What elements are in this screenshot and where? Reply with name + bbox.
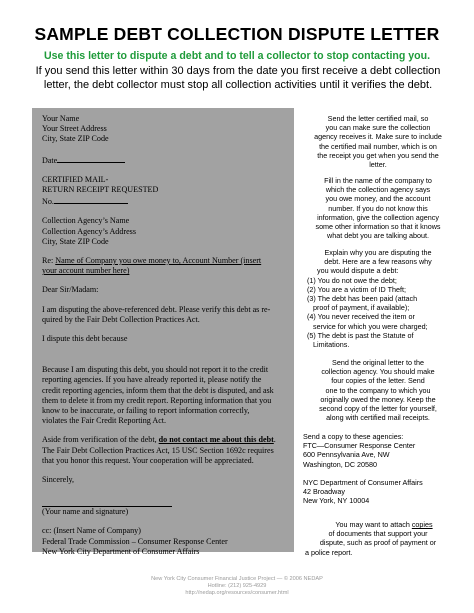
mail-receipt: RETURN RECEIPT REQUESTED (42, 185, 159, 195)
intro-line: If you send this letter within 30 days from the date you first receive a debt collection (35, 65, 441, 77)
number-line (42, 195, 286, 207)
nyc-dca-city: New York, NY 10004 (303, 496, 370, 506)
sender-street: Your Street Address (42, 124, 107, 134)
paragraph-reason: I dispute this debt because (42, 334, 128, 344)
footer-hotline: Hotline: (212) 925-4929 (207, 583, 267, 589)
intro-line: letter, the debt collector must stop all collection activities until it verifies the debt. (43, 79, 433, 91)
agency-street: Collection Agency’s Address (42, 226, 136, 236)
paragraph-verify: I am disputing the above-referenced debt. Please verify this debt as re- quired by the Fair Debt Collection Practices Act. (42, 304, 271, 324)
date-blank (57, 154, 125, 163)
agency-city: City, State ZIP Code (42, 236, 109, 246)
nyc-dca-name: NYC Department of Consumer Affairs (303, 477, 423, 487)
agency-address (42, 216, 286, 247)
closing: Sincerely, (42, 475, 75, 485)
mail-type: CERTIFIED MAIL- (42, 174, 109, 184)
intro-text (28, 64, 448, 92)
salutation: Dear Sir/Madam: (42, 285, 99, 295)
reference-line (42, 256, 286, 276)
signature-line (42, 497, 172, 507)
number-blank (54, 195, 128, 204)
no-contact-emphasis: do not contact me about this debt (158, 435, 274, 445)
copies-link[interactable]: copies (411, 520, 433, 529)
footer-org: New York City Consumer Financial Justice Project — © 2006 NEDAP (151, 576, 323, 582)
sender-name: Your Name (42, 114, 80, 123)
paragraph-credit-report: Because I am disputing this debt, you should not report it to the credit reporting agencies. If you have already reported it, please notify the credit reporting agencies, inform them that the debt is disputed, and ask them to delete it from my credit report. Reporting information that you know to be inaccurate, or failing to report information correctly, violates the Fair Credit Reporting Act. (42, 365, 274, 426)
sender-city: City, State ZIP Code (42, 134, 109, 144)
note-agencies (303, 432, 453, 505)
sample-letter (32, 108, 294, 556)
ftc-name: FTC—Consumer Response Center (303, 441, 416, 451)
note-dispute-reasons: Explain why you are disputing the debt. Here are a few reasons why you would dispute a debt: (1) You do not owe the debt; (2) You are a victim of ID Theft; (3) The debt has been paid (attach proof of payment, if available); (4) You never received the item or service for which you were charged; (5) The debt is past the Statute of Limitations. (307, 248, 432, 350)
note-attach-copies: You may want to attach copies of documents that support your dispute, such as proof of payment or a police report. (305, 520, 437, 557)
paragraph-no-contact: Aside from verification of the debt, do not contact me about this debt. The Fair Debt Collection Practices Act, 15 USC Section 1692c requires that you honor this request. Your cooperation will be appreciated. (42, 435, 276, 465)
subtitle: Use this letter to dispute a debt and to tell a collector to stop contacting you. (43, 50, 431, 62)
agency-name: Collection Agency’s Name (42, 216, 130, 226)
re-text-cont: your account number here) (42, 266, 130, 276)
sender-address (42, 114, 286, 145)
re-text: Name of Company you owe money to, Account Number (insert (55, 256, 262, 266)
signature-label: (Your name and signature) (42, 507, 129, 517)
note-certified-mail: Send the letter certified mail, so you can make sure the collection agency receives it. Make sure to include the certified mail number, which is on the receipt you get when you send the letter. (314, 114, 442, 170)
page-footer (0, 576, 474, 597)
cc-list: cc: (Insert Name of Company) Federal Trade Commission – Consumer Response Center New York City Department of Consumer Affairs (42, 526, 228, 556)
date-line (42, 154, 286, 166)
date-label: Date (42, 155, 58, 165)
note-company-name: Fill in the name of the company to which the collection agency says you owe money, and the account number. If you do not know this information, give the collection agency some other information so that it knows what debt you are talking about. (315, 176, 441, 241)
agencies-intro: Send a copy to these agencies: (303, 432, 404, 441)
number-label: No. (42, 197, 54, 207)
nyc-dca-street: 42 Broadway (303, 487, 345, 497)
note-send-original: Send the original letter to the collection agency. You should make four copies of the letter. Send one to the company to which you originally owed the money. Keep the second copy of the letter for yourself, along with certified mail receipts. (319, 358, 437, 423)
ftc-street: 600 Pennsylvania Ave, NW (303, 450, 390, 460)
page-title: SAMPLE DEBT COLLECTION DISPUTE LETTER (34, 24, 440, 44)
re-prefix: Re: (42, 256, 56, 266)
ftc-city: Washington, DC 20580 (303, 459, 378, 469)
footer-url[interactable]: http://nedap.org/resources/consumer.html (185, 590, 289, 596)
